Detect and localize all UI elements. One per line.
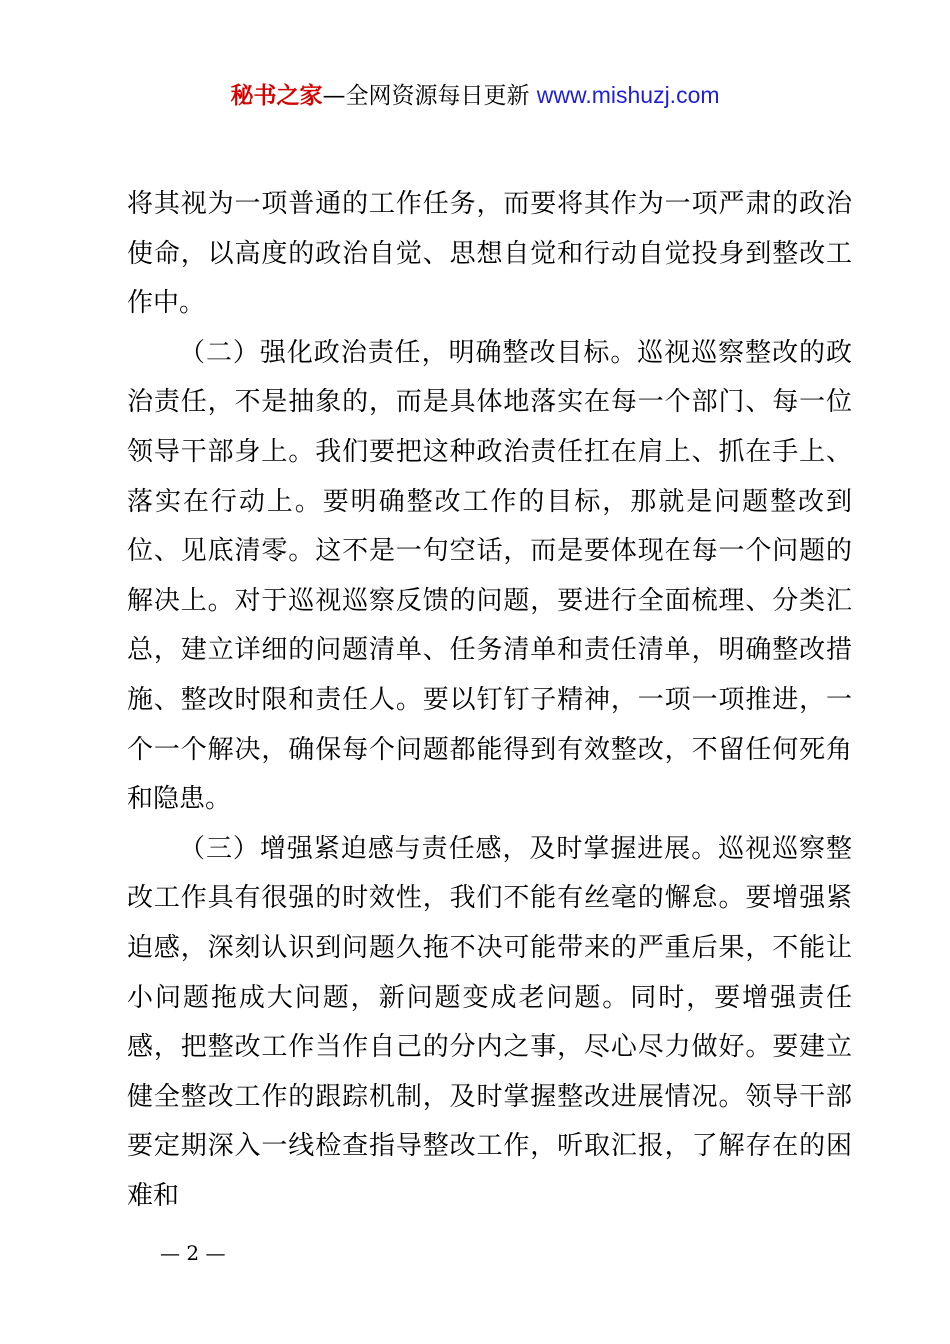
page-number: — 2 — bbox=[160, 1241, 226, 1265]
page-header bbox=[0, 78, 950, 113]
website-link[interactable]: www.mishuzj.com bbox=[536, 82, 720, 108]
brand-name: 秘书之家 bbox=[230, 83, 323, 109]
paragraph-continuation: 将其视为一项普通的工作任务，而要将其作为一项严肃的政治使命，以高度的政治自觉、思想自觉和行动自觉投身到整改工作中。 bbox=[127, 189, 852, 319]
header-slogan: —全网资源每日更新 bbox=[322, 83, 537, 109]
document-body bbox=[127, 180, 852, 1221]
paragraph-section-2: （二）强化政治责任，明确整改目标。巡视巡察整改的政治责任，不是抽象的，而是具体地落实在每一个部门、每一位领导干部身上。我们要把这种政治责任扛在肩上、抓在手上、落实在行动上。要明确整改工作的目标，那就是问题整改到位、见底清零。这不是一句空话，而是要体现在每一个问题的解决上。对于巡视巡察反馈的问题，要进行全面梳理、分类汇总，建立详细的问题清单、任务清单和责任清单，明确整改措施、整改时限和责任人。要以钉钉子精神，一项一项推进，一个一个解决，确保每个问题都能得到有效整改，不留任何死角和隐患。 bbox=[127, 337, 852, 815]
paragraph-section-3: （三）增强紧迫感与责任感，及时掌握进展。巡视巡察整改工作具有很强的时效性，我们不能有丝毫的懈怠。要增强紧迫感，深刻认识到问题久拖不决可能带来的严重后果，不能让小问题拖成大问题，新问题变成老问题。同时，要增强责任感，把整改工作当作自己的分内之事，尽心尽力做好。要建立健全整改工作的跟踪机制，及时掌握整改进展情况。领导干部要定期深入一线检查指导整改工作，听取汇报，了解存在的困难和 bbox=[127, 833, 852, 1211]
